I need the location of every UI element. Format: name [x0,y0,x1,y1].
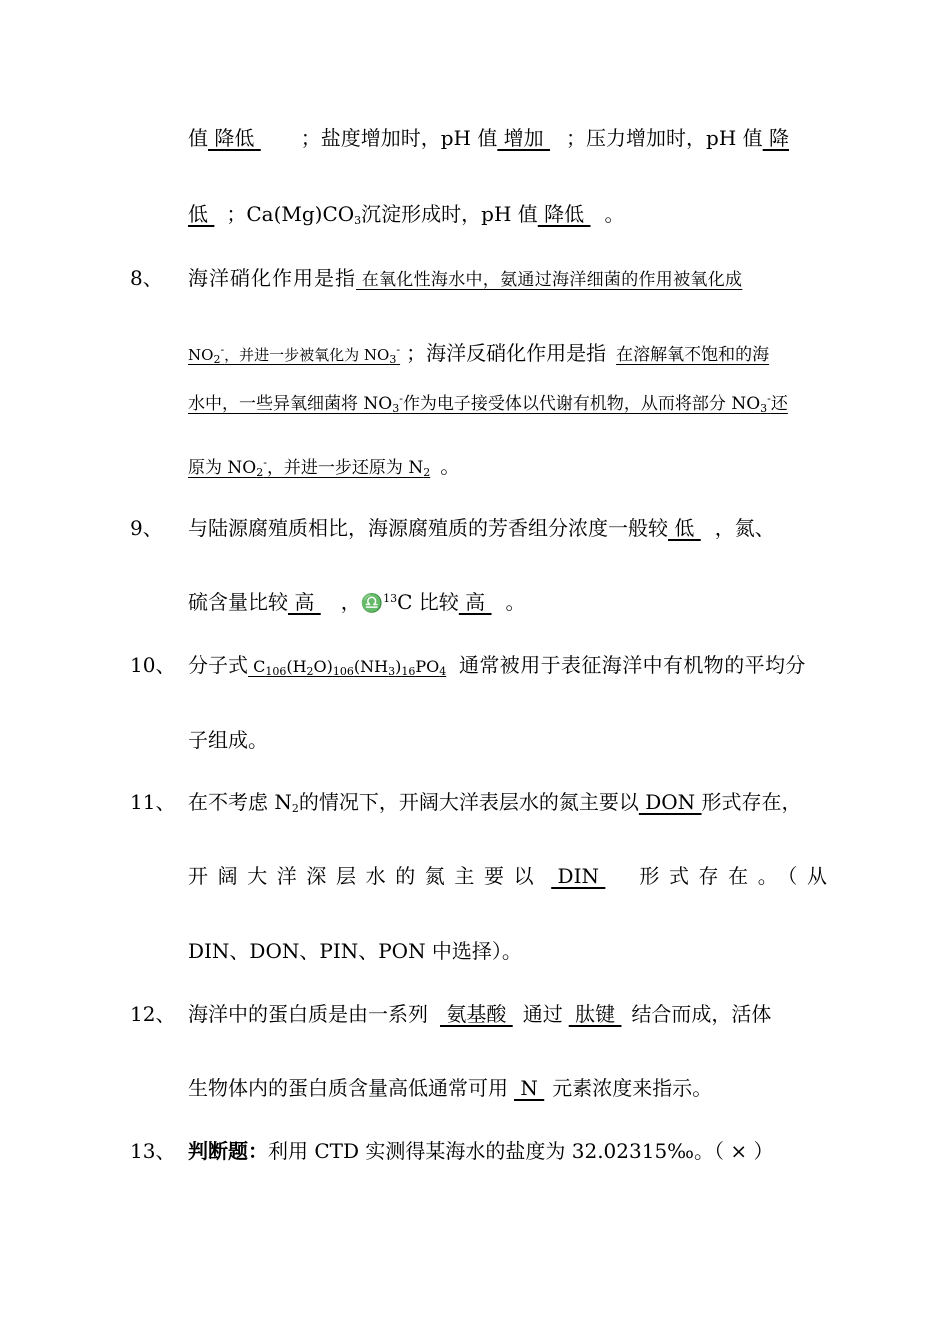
text: 沉淀形成时，pH 值 [361,202,538,226]
text: 海洋中的蛋白质是由一系列 [188,1002,428,1026]
q9-line-2 [188,592,526,613]
q7-line-2 [188,202,625,227]
question-number: 13、 [130,1139,176,1163]
text: 海洋硝化作用是指 [188,266,356,290]
text: 与陆源腐殖质相比，海源腐殖质的芳香组分浓度一般较 [188,516,668,540]
q11-line-3: DIN、DON、PIN、PON 中选择）。 [188,939,522,963]
question-number: 8、 [130,266,163,290]
text: PO [415,657,440,676]
text: ；压力增加时，pH 值 [566,126,763,150]
text: 生物体内的蛋白质含量高低通常可用 [188,1076,508,1100]
subscript: 4 [439,665,447,678]
answer-blank: 低 [188,202,215,226]
subscript: 3 [354,214,362,227]
q10-line-2: 子组成。 [188,728,268,752]
text: 还 [770,394,788,414]
text: ；海洋反硝化作用是指 [406,341,607,365]
text: ) [395,657,402,676]
text: C [248,657,266,676]
text: 形式存在。（从 [639,864,837,888]
text: 通过 [522,1002,563,1026]
answer-blank: 降低 [208,126,261,150]
text: 。 [604,202,625,226]
subscript: 3 [392,402,400,415]
text: ；盐度增加时，pH 值 [300,126,498,150]
q8-line-1 [188,268,742,289]
superscript: - [263,456,267,469]
text: (NH [353,657,389,676]
delta-symbol: ♎ [360,593,384,614]
q11-line-2 [188,866,837,886]
q11-line-1 [188,790,802,815]
text: C 比较 [397,590,459,614]
text: (H [286,657,307,676]
answer-blank: 在氧化性海水中，氨通过海洋细菌的作用被氧化成 [356,270,743,290]
superscript: 13 [383,592,398,605]
q8-line-3 [188,392,788,413]
answer-blank [248,657,452,676]
text: 水中，一些异氧细菌将 NO [188,394,393,414]
subscript: 2 [423,466,431,479]
superscript: - [396,343,401,356]
text: ，并进一步被氧化为 NO [224,346,390,364]
superscript: - [767,392,771,405]
answer-blank: 在溶解氧不饱和的海 [616,345,770,365]
answer-blank: N [514,1076,545,1100]
judgement-label: 判断题： [188,1139,268,1163]
text: ，并进一步还原为 N [266,458,424,478]
answer-blank: 高 [288,590,321,614]
text: 。 [505,590,526,614]
q12-line-2 [188,1078,712,1098]
subscript: 3 [760,402,768,415]
superscript: - [399,392,403,405]
text: NO [188,346,214,364]
question-number: 12、 [130,1002,176,1026]
q13-line-1 [188,1141,774,1161]
answer-blank: 降低 [537,202,591,226]
text: 通常被用于表征海洋中有机物的平均分 [452,653,806,677]
answer-blank: 低 [668,516,701,540]
text: 。 [440,454,461,478]
subscript: 3 [388,665,396,678]
subscript: 2 [291,802,299,815]
q12-line-1 [188,1004,771,1024]
answer-blank: DON [638,790,702,814]
text: 形式存在， [701,790,802,814]
text: 硫含量比较 [188,590,288,614]
text: ，氮、 [714,516,775,540]
question-number: 10、 [130,653,176,677]
text: 利用 CTD 实测得某海水的盐度为 32.02315‰。（ × ） [268,1139,774,1163]
q8-line-2 [188,343,769,364]
answer-blank: 氨基酸 [440,1002,513,1026]
answer-blank [188,458,440,478]
subscript: 2 [256,466,264,479]
text: 值 [188,126,208,150]
subscript: 106 [332,665,354,678]
answer-blank: 降 [762,126,790,150]
question-number: 9、 [130,516,163,540]
answer-blank: 增加 [497,126,551,150]
answer-blank: 肽键 [568,1002,622,1026]
subscript: 106 [265,665,287,678]
question-number: 11、 [130,790,176,814]
text: 开阔大洋深层水的氮主要以 [188,864,544,888]
subscript: 3 [389,353,397,366]
text: 原为 NO [188,458,257,478]
text: ；Ca(Mg)CO [226,202,355,226]
text: ， [340,590,361,614]
subscript: 16 [401,665,416,678]
subscript: 2 [213,353,221,366]
answer-blank: DIN [551,864,606,888]
subscript: 2 [306,665,314,678]
answer-blank [188,343,401,366]
q8-line-4 [188,456,460,477]
text: 元素浓度来指示。 [552,1076,713,1100]
text: 的情况下，开阔大洋表层水的氮主要以 [298,790,639,814]
superscript: - [220,343,225,356]
text: 在不考虑 N [188,790,292,814]
q9-line-1 [188,518,775,538]
text: 结合而成，活体 [631,1002,772,1026]
q10-line-1 [188,653,806,678]
answer-blank: 高 [458,590,492,614]
text: 作为电子接受体以代谢有机物，从而将部分 NO [402,394,761,414]
answer-blank [188,394,788,414]
q7-line-1 [188,128,789,148]
text: 分子式 [188,653,248,677]
text: O) [313,657,333,676]
